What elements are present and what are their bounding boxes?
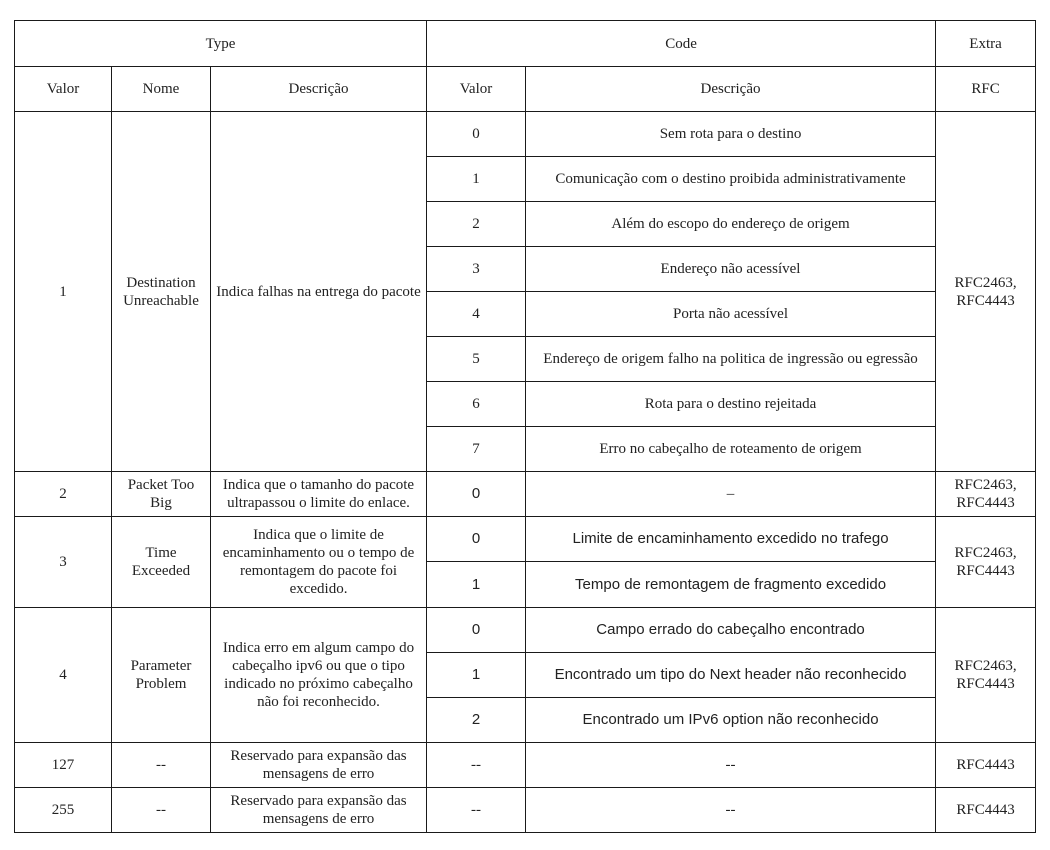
table-row	[15, 472, 1036, 517]
code-valor-cell: 0	[427, 608, 526, 653]
code-descricao-cell: --	[526, 743, 936, 788]
type-descricao-cell: Indica erro em algum campo do cabeçalho ipv6 ou que o tipo indicado no próximo cabeçalho não foi reconhecido.	[211, 608, 427, 743]
code-valor-cell: 4	[427, 292, 526, 337]
code-valor-cell: 2	[427, 698, 526, 743]
table-row	[15, 788, 1036, 833]
type-nome-cell: --	[112, 743, 211, 788]
code-descricao-cell: Porta não acessível	[526, 292, 936, 337]
type-valor-cell: 127	[15, 743, 112, 788]
type-nome-cell: Destination Unreachable	[112, 112, 211, 472]
code-valor-cell: --	[427, 743, 526, 788]
type-valor-header: Valor	[15, 67, 112, 112]
rfc-cell: RFC2463, RFC4443	[936, 472, 1036, 517]
type-descricao-cell: Reservado para expansão das mensagens de erro	[211, 788, 427, 833]
table-row	[15, 743, 1036, 788]
type-valor-cell: 4	[15, 608, 112, 743]
type-descricao-cell: Indica falhas na entrega do pacote	[211, 112, 427, 472]
rfc-cell: RFC2463, RFC4443	[936, 517, 1036, 608]
code-descricao-cell: Comunicação com o destino proibida administrativamente	[526, 157, 936, 202]
code-descricao-cell: Campo errado do cabeçalho encontrado	[526, 608, 936, 653]
code-valor-cell: 5	[427, 337, 526, 382]
extra-group-header: Extra	[936, 21, 1036, 67]
icmpv6-error-table	[14, 20, 1036, 833]
code-valor-cell: 7	[427, 427, 526, 472]
type-valor-cell: 255	[15, 788, 112, 833]
group-header-row	[15, 21, 1036, 67]
code-valor-cell: --	[427, 788, 526, 833]
type-valor-cell: 1	[15, 112, 112, 472]
code-descricao-cell: Além do escopo do endereço de origem	[526, 202, 936, 247]
code-descricao-cell: Sem rota para o destino	[526, 112, 936, 157]
code-valor-header: Valor	[427, 67, 526, 112]
code-descricao-cell: –	[526, 472, 936, 517]
type-descricao-cell: Reservado para expansão das mensagens de erro	[211, 743, 427, 788]
table-row	[15, 517, 1036, 562]
code-descricao-cell: Endereço não acessível	[526, 247, 936, 292]
code-valor-cell: 1	[427, 653, 526, 698]
rfc-cell: RFC2463, RFC4443	[936, 608, 1036, 743]
code-valor-cell: 2	[427, 202, 526, 247]
type-valor-cell: 2	[15, 472, 112, 517]
rfc-cell: RFC4443	[936, 743, 1036, 788]
code-descricao-header: Descrição	[526, 67, 936, 112]
type-nome-cell: Packet Too Big	[112, 472, 211, 517]
rfc-cell: RFC2463, RFC4443	[936, 112, 1036, 472]
rfc-cell: RFC4443	[936, 788, 1036, 833]
code-descricao-cell: Endereço de origem falho na politica de ingressão ou egressão	[526, 337, 936, 382]
type-descricao-header: Descrição	[211, 67, 427, 112]
code-descricao-cell: Erro no cabeçalho de roteamento de origem	[526, 427, 936, 472]
type-nome-cell: Time Exceeded	[112, 517, 211, 608]
code-valor-cell: 0	[427, 472, 526, 517]
column-header-row	[15, 67, 1036, 112]
code-valor-cell: 0	[427, 112, 526, 157]
table-row	[15, 608, 1036, 653]
code-descricao-cell: Limite de encaminhamento excedido no trafego	[526, 517, 936, 562]
code-valor-cell: 6	[427, 382, 526, 427]
code-descricao-cell: --	[526, 788, 936, 833]
type-group-header: Type	[15, 21, 427, 67]
type-valor-cell: 3	[15, 517, 112, 608]
code-group-header: Code	[427, 21, 936, 67]
code-descricao-cell: Encontrado um IPv6 option não reconhecido	[526, 698, 936, 743]
code-descricao-cell: Tempo de remontagem de fragmento excedido	[526, 562, 936, 608]
type-nome-cell: --	[112, 788, 211, 833]
code-valor-cell: 0	[427, 517, 526, 562]
type-descricao-cell: Indica que o limite de encaminhamento ou o tempo de remontagem do pacote foi excedido.	[211, 517, 427, 608]
code-descricao-cell: Rota para o destino rejeitada	[526, 382, 936, 427]
code-descricao-cell: Encontrado um tipo do Next header não reconhecido	[526, 653, 936, 698]
code-valor-cell: 3	[427, 247, 526, 292]
rfc-header: RFC	[936, 67, 1036, 112]
code-valor-cell: 1	[427, 157, 526, 202]
type-nome-header: Nome	[112, 67, 211, 112]
type-descricao-cell: Indica que o tamanho do pacote ultrapassou o limite do enlace.	[211, 472, 427, 517]
code-valor-cell: 1	[427, 562, 526, 608]
type-nome-cell: Parameter Problem	[112, 608, 211, 743]
table-row	[15, 112, 1036, 157]
